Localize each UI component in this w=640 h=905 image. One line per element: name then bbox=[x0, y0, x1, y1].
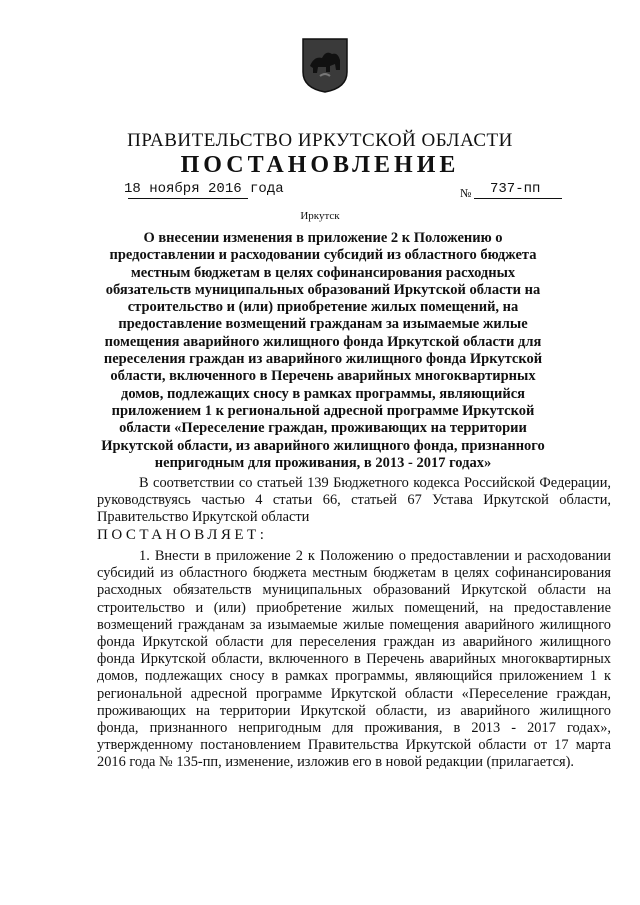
coat-of-arms-icon bbox=[300, 36, 350, 94]
preamble-paragraph: В соответствии со статьей 139 Бюджетного кодекса Российской Федерации, руководствуясь частью 4 статьи 66, статьей 67 Устава Иркутской области, Правительство Иркутской области bbox=[97, 475, 611, 526]
document-title: О внесении изменения в приложение 2 к Положению о предоставлении и расходовании субсидий из областного бюджета местным бюджетам в целях софинансирования расходных обязательств муниципальных образований Иркутской области на строительство и (или) приобретение жилых помещений, на предоставление возмещений гражданам за изымаемые жилые помещения аварийного жилищного фонда Иркутской области для переселения граждан из аварийного жилищного фонда Иркутской области, включенного в Перечень аварийных многоквартирных домов, подлежащих сносу в рамках программы, являющийся приложением 1 к региональной адресной программе Иркутской области «Переселение граждан, проживающих на территории Иркутской области, из аварийного жилищного фонда, признанного непригодным для проживания, в 2013 - 2017 годах» bbox=[101, 230, 545, 471]
document-date: 18 ноября 2016 года bbox=[124, 181, 284, 197]
number-label: № bbox=[460, 186, 472, 200]
city: Иркутск bbox=[300, 210, 340, 222]
item-1-paragraph: 1. Внести в приложение 2 к Положению о предоставлении и расходовании субсидий из областного бюджета местным бюджетам в целях софинансирования расходных обязательств муниципальных образований Иркутской области на строительство и (или) приобретение жилых помещений, на предоставление возмещений гражданам за изымаемые жилые помещения аварийного жилищного фонда Иркутской области для переселения граждан из аварийного жилищного фонда Иркутской области, включенного в Перечень аварийных многоквартирных домов, подлежащих сносу в рамках программы, являющийся приложением 1 к региональной адресной программе Иркутской области «Переселение граждан, проживающих на территории Иркутской области, из аварийного жилищного фонда, признанного непригодным для проживания, в 2013 - 2017 годах», утвержденному постановлением Правительства Иркутской области от 17 марта 2016 года № 135-пп, изменение, изложив его в новой редакции (прилагается). bbox=[97, 548, 611, 771]
resolves-heading: ПОСТАНОВЛЯЕТ: bbox=[97, 527, 268, 543]
organization-name: ПРАВИТЕЛЬСТВО ИРКУТСКОЙ ОБЛАСТИ bbox=[127, 130, 513, 151]
document-number: 737-пп bbox=[490, 181, 541, 197]
document-type: ПОСТАНОВЛЕНИЕ bbox=[180, 152, 460, 178]
number-underline bbox=[474, 198, 562, 199]
date-underline bbox=[128, 198, 248, 199]
